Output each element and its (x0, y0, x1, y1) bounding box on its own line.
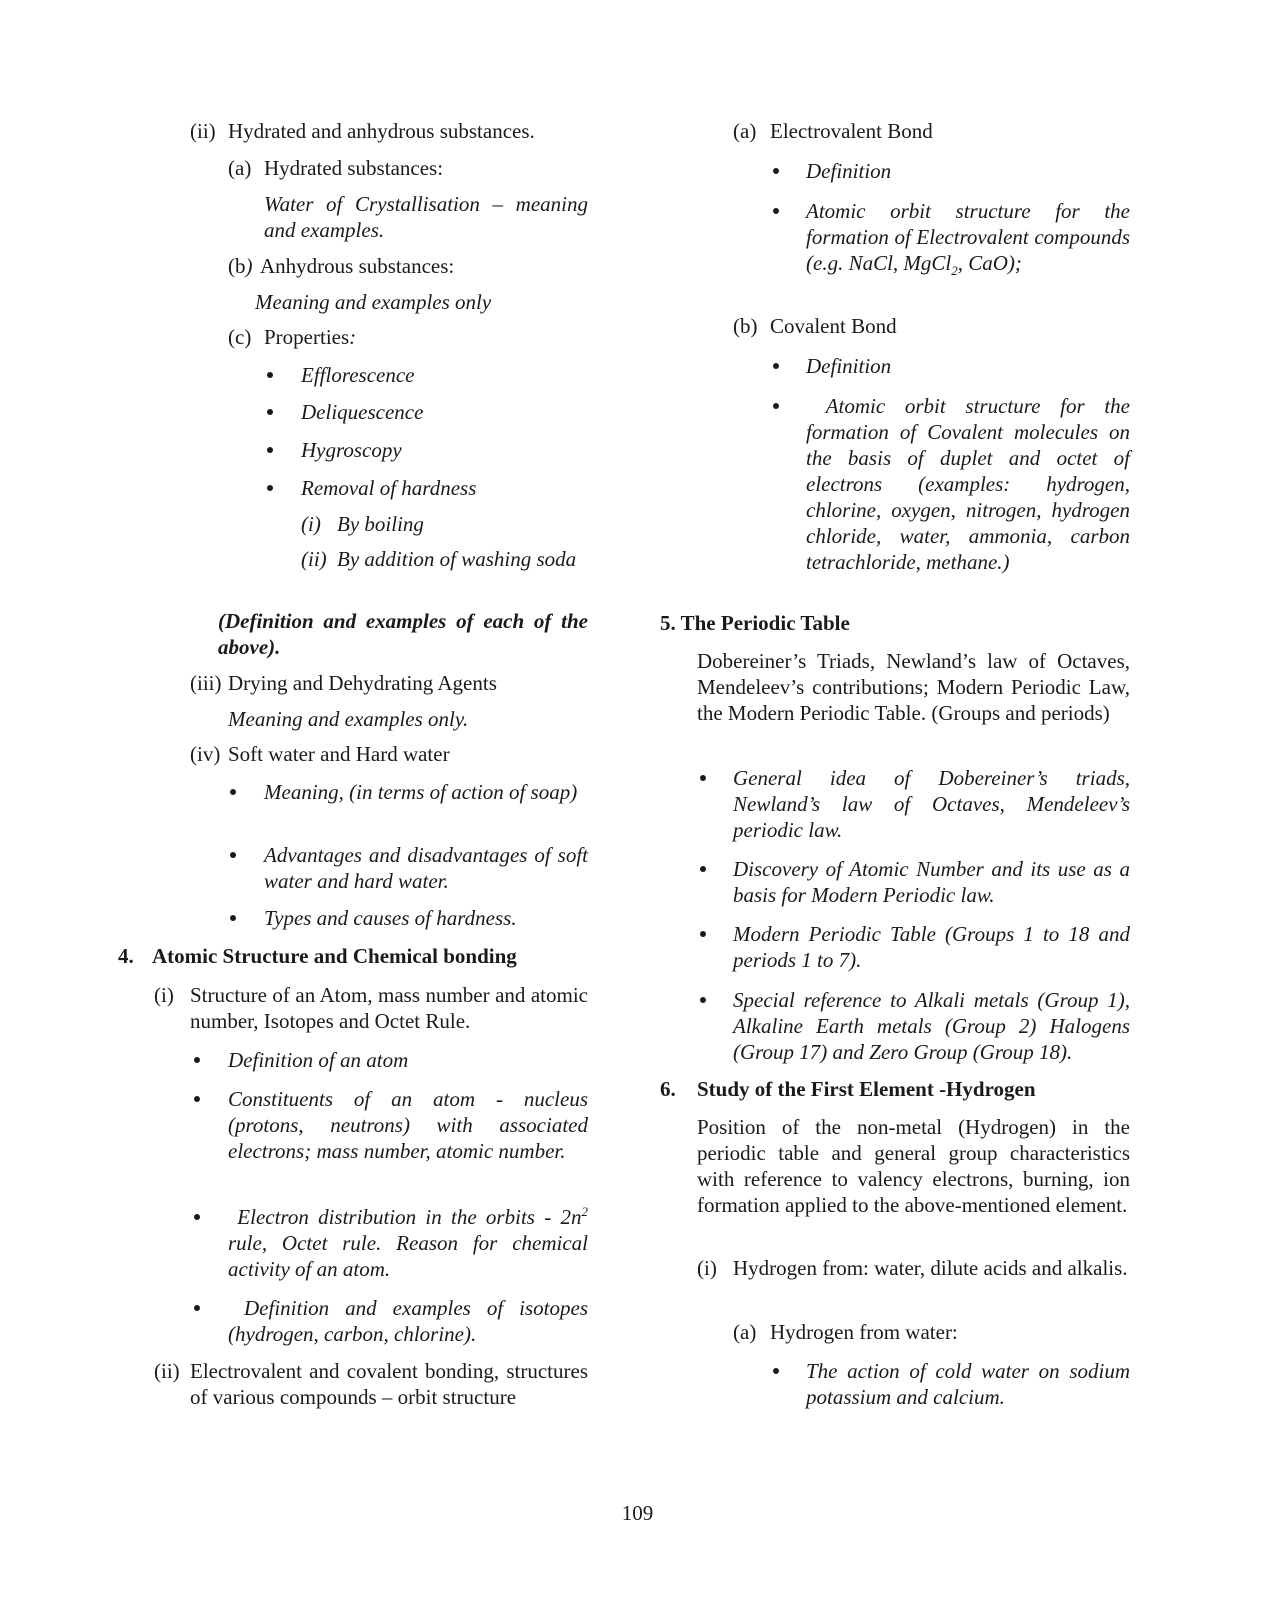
soft-hard-bullet-advantages: Advantages and disadvantages of soft water and hard water. (264, 843, 588, 893)
sub-a-text: Hydrated substances: (264, 156, 444, 180)
sub-b-text: Anhydrous substances: (260, 254, 455, 278)
electrovalent-definition: Definition (806, 159, 892, 183)
section-4-number: 4. (118, 944, 134, 968)
s4-bullet-constituents: Constituents of an atom - nucleus (protons, neutrons) with associated electrons; mass number, atomic number. (228, 1087, 588, 1163)
section-5-title: 5. The Periodic Table (660, 611, 850, 635)
soft-hard-bullet-types: Types and causes of hardness. (264, 906, 517, 930)
bullet-icon (230, 852, 236, 858)
section-6-number: 6. (660, 1077, 676, 1101)
bond-b-text: Covalent Bond (770, 314, 897, 338)
bullet-icon (230, 915, 236, 921)
bullet-icon (700, 775, 706, 781)
s6-sub-a-marker: (a) (733, 1320, 757, 1344)
s4-item-ii-marker: (ii) (154, 1359, 180, 1383)
property-efflorescence: Efflorescence (301, 363, 415, 387)
bullet-icon (700, 997, 706, 1003)
page-number: 109 (621, 1501, 654, 1525)
s6-sub-a-text: Hydrogen from water: (770, 1320, 958, 1344)
bullet-icon (773, 168, 779, 174)
bond-a-text: Electrovalent Bond (770, 119, 933, 143)
s6-item-i-text: Hydrogen from: water, dilute acids and alkalis. (733, 1256, 1128, 1280)
bond-b-marker: (b) (733, 314, 758, 338)
sub-b-detail: Meaning and examples only (255, 290, 492, 314)
bullet-icon (773, 363, 779, 369)
bullet-icon (194, 1305, 200, 1311)
periodic-bullet-general-idea: General idea of Dobereiner’s triads, Newland’s law of Octaves, Mendeleev’s periodic law. (733, 766, 1130, 842)
bullet-icon (267, 447, 273, 453)
section-6-intro: Position of the non-metal (Hydrogen) in the periodic table and general group characteristics with reference to valency electrons, burning, ion formation applied to the above-mentioned element. (697, 1115, 1130, 1217)
soft-hard-bullet-meaning: Meaning, (in terms of action of soap) (264, 780, 578, 804)
bullet-icon (700, 931, 706, 937)
periodic-bullet-special-reference: Special reference to Alkali metals (Group 1), Alkaline Earth metals (Group 2) Halogens (Group 17) and Zero Group (Group 18). (733, 988, 1130, 1064)
sub-a-detail: Water of Crystallisation – meaning and examples. (264, 192, 588, 242)
bullet-icon (230, 789, 236, 795)
bullet-icon (194, 1096, 200, 1102)
s4-item-i-marker: (i) (154, 983, 174, 1007)
covalent-definition: Definition (806, 354, 892, 378)
hardness-ii-text: By addition of washing soda (337, 547, 577, 571)
item-ii-text: Hydrated and anhydrous substances. (228, 119, 535, 143)
s4-bullet-electron-distribution: Electron distribution in the orbits - $2n^2$ rule, Octet rule. Reason for chemical activity of an atom. (228, 1204, 589, 1281)
periodic-bullet-modern-table: Modern Periodic Table (Groups 1 to 18 and periods 1 to 7). (733, 922, 1130, 972)
hardness-i-marker: (i) (301, 512, 321, 536)
s6-item-i-marker: (i) (697, 1256, 717, 1280)
electrovalent-orbit-structure: Atomic orbit structure for the formation of Electrovalent compounds (e.g. NaCl, MgCl$_2$, CaO); (806, 199, 1130, 279)
bullet-icon (773, 403, 779, 409)
item-iv-text: Soft water and Hard water (228, 742, 450, 766)
s4-item-i-text: Structure of an Atom, mass number and atomic number, Isotopes and Octet Rule. (190, 983, 588, 1033)
s4-bullet-definition: Definition of an atom (228, 1048, 409, 1072)
property-removal-of-hardness: Removal of hardness (301, 476, 477, 500)
item-iv-marker: (iv) (190, 742, 221, 766)
sub-c-marker: (c) (228, 325, 252, 349)
sub-a-marker: (a) (228, 156, 252, 180)
covalent-orbit-structure: Atomic orbit structure for the formation of Covalent molecules on the basis of duplet and octet of electrons (examples: hydrogen, chlorine, oxygen, nitrogen, hydrogen chloride, water, ammonia, carbon tetrachloride, methane.) (806, 394, 1131, 574)
bullet-icon (773, 1368, 779, 1374)
section-4-title: Atomic Structure and Chemical bonding (152, 944, 517, 968)
s4-item-ii-text: Electrovalent and covalent bonding, structures of various compounds – orbit structure (190, 1359, 588, 1409)
item-iii-marker: (iii) (190, 671, 222, 695)
section-5-intro: Dobereiner’s Triads, Newland’s law of Octaves, Mendeleev’s contributions; Modern Periodic Law, the Modern Periodic Table. (Groups and periods) (697, 649, 1130, 725)
s4-bullet-isotopes: Definition and examples of isotopes (hydrogen, carbon, chlorine). (228, 1296, 589, 1346)
bullet-icon (194, 1214, 200, 1220)
item-iii-text: Drying and Dehydrating Agents (228, 671, 497, 695)
hydrogen-water-bullet: The action of cold water on sodium potassium and calcium. (806, 1359, 1130, 1409)
hardness-ii-marker: (ii) (301, 547, 327, 571)
property-deliquescence: Deliquescence (301, 400, 424, 424)
bullet-icon (773, 208, 779, 214)
bond-a-marker: (a) (733, 119, 757, 143)
section-6-title: Study of the First Element -Hydrogen (697, 1077, 1036, 1101)
hardness-i-text: By boiling (337, 512, 424, 536)
bullet-icon (700, 866, 706, 872)
periodic-bullet-atomic-number: Discovery of Atomic Number and its use as a basis for Modern Periodic law. (733, 857, 1130, 907)
sub-c-text: Properties: (264, 325, 357, 349)
bullet-icon (267, 372, 273, 378)
item-ii-marker: (ii) (190, 119, 216, 143)
bullet-icon (267, 409, 273, 415)
property-hygroscopy: Hygroscopy (301, 438, 402, 462)
sub-b-marker: (b) (228, 254, 253, 278)
definition-note: (Definition and examples of each of the above). (218, 609, 588, 659)
bullet-icon (267, 485, 273, 491)
item-iii-detail: Meaning and examples only. (228, 707, 469, 731)
bullet-icon (194, 1057, 200, 1063)
